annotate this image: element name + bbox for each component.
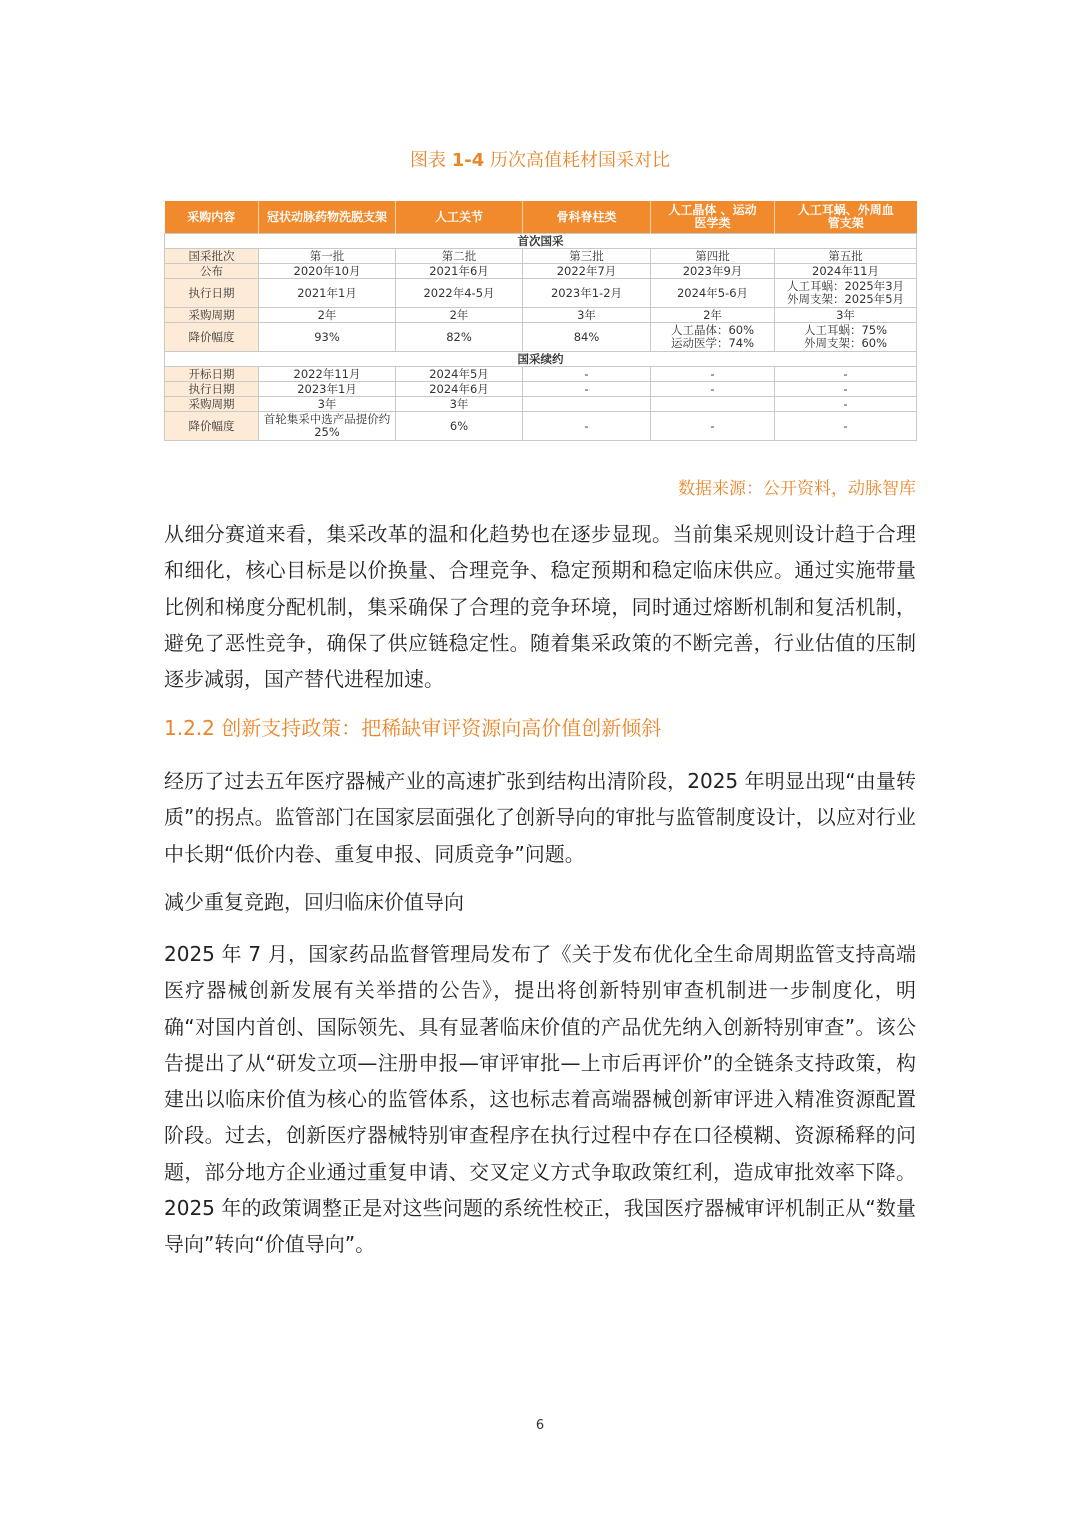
- section-row-renewal: [165, 352, 917, 367]
- table-cell: 82%: [396, 323, 523, 352]
- header-cell: 冠状动脉药物洗脱支架: [259, 201, 396, 234]
- table-cell: 首轮集采中选产品提价约25%: [259, 412, 396, 441]
- table-cell: 2年: [396, 308, 523, 323]
- header-cell: [775, 201, 917, 234]
- table-header-row: [165, 201, 917, 234]
- table-cell: 2023年9月: [651, 264, 775, 279]
- table-cell: 2022年7月: [523, 264, 651, 279]
- table-cell: -: [775, 397, 917, 412]
- table-row: [165, 367, 917, 382]
- table-cell: 人工耳蜗：2025年3月 外周支架：2025年5月: [775, 279, 917, 308]
- row-label-cell: 公布: [165, 264, 259, 279]
- table-cell: -: [775, 412, 917, 441]
- table-cell: -: [651, 382, 775, 397]
- section-row-first: [165, 234, 917, 249]
- table-cell: 3年: [259, 397, 396, 412]
- table-cell: 3年: [396, 397, 523, 412]
- table-cell: 2年: [259, 308, 396, 323]
- table-cell: -: [651, 367, 775, 382]
- row-label-cell: 国采批次: [165, 249, 259, 264]
- section-label: 首次国采: [165, 234, 917, 249]
- figure-caption: 图表 1-4 历次高值耗材国采对比: [410, 150, 670, 171]
- table-cell: 2021年1月: [259, 279, 396, 308]
- table-cell: 2022年4-5月: [396, 279, 523, 308]
- table-row: [165, 264, 917, 279]
- row-label-cell: 采购周期: [165, 397, 259, 412]
- table-cell: 84%: [523, 323, 651, 352]
- table-cell: 2年: [651, 308, 775, 323]
- table-row: [165, 249, 917, 264]
- table-cell: -: [775, 367, 917, 382]
- paragraph-1: 从细分赛道来看，集采改革的温和化趋势也在逐步显现。当前集采规则设计趋于合理和细化，核心目标是以价换量、合理竞争、稳定预期和稳定临床供应。通过实施带量比例和梯度分配机制，集采确保了合理的竞争环境，同时通过熔断机制和复活机制，避免了恶性竞争，确保了供应链稳定性。随着集采政策的不断完善，行业估值的压制逐步减弱，国产替代进程加速。: [164, 522, 916, 692]
- row-label-cell: 降价幅度: [165, 323, 259, 352]
- table-cell: 2020年10月: [259, 264, 396, 279]
- row-label-cell: 降价幅度: [165, 412, 259, 441]
- header-cell-text: 人工耳蜗、外周血管支架: [797, 203, 894, 230]
- table-row: [165, 382, 917, 397]
- data-source: 数据来源：公开资料，动脉智库: [678, 479, 916, 499]
- table-cell: -: [523, 382, 651, 397]
- header-cell: 骨科脊柱类: [523, 201, 651, 234]
- row-label-cell: 执行日期: [165, 279, 259, 308]
- header-cell: 人工关节: [396, 201, 523, 234]
- paragraph-4: 2025 年 7 月，国家药品监督管理局发布了《关于发布优化全生命周期监管支持高端医疗器械创新发展有关举措的公告》，提出将创新特别审查机制进一步制度化，明确“对国内首创、国际领先、具有显著临床价值的产品优先纳入创新特别审查”。该公告提出了从“研发立项—注册申报—审评审批—上市后再评价”的全链条支持政策，构建出以临床价值为核心的监管体系，这也标志着高端器械创新审评进入精准资源配置阶段。过去，创新医疗器械特别审查程序在执行过程中存在口径模糊、资源稀释的问题，部分地方企业通过重复申请、交叉定义方式争取政策红利，造成审批效率下降。2025 年的政策调整正是对这些问题的系统性校正，我国医疗器械审评机制正从“数量导向”转向“价值导向”。: [164, 942, 916, 1257]
- row-label-cell: 开标日期: [165, 367, 259, 382]
- section-heading: 1.2.2 创新支持政策：把稀缺审评资源向高价值创新倾斜: [164, 716, 662, 740]
- table-cell: -: [651, 412, 775, 441]
- table-row: [165, 323, 917, 352]
- table-cell: 3年: [775, 308, 917, 323]
- table-cell: 6%: [396, 412, 523, 441]
- table-cell: 2021年6月: [396, 264, 523, 279]
- table-cell: 2023年1月: [259, 382, 396, 397]
- table-cell: 第四批: [651, 249, 775, 264]
- table-cell: 2024年11月: [775, 264, 917, 279]
- table-cell: -: [775, 382, 917, 397]
- table-cell: 人工耳蜗：75% 外周支架：60%: [775, 323, 917, 352]
- comparison-table: [164, 201, 916, 441]
- table-cell: 人工晶体：60% 运动医学：74%: [651, 323, 775, 352]
- paragraph-3: 减少重复竞跑，回归临床价值导向: [164, 890, 464, 914]
- table-row: [165, 279, 917, 308]
- table-cell: -: [523, 412, 651, 441]
- page-number: 6: [535, 1418, 545, 1433]
- table-cell: 93%: [259, 323, 396, 352]
- table-cell: 第一批: [259, 249, 396, 264]
- table-cell: 2024年6月: [396, 382, 523, 397]
- section-label: 国采续约: [165, 352, 917, 367]
- row-label-cell: 采购周期: [165, 308, 259, 323]
- table-cell: -: [523, 367, 651, 382]
- table-cell: 第五批: [775, 249, 917, 264]
- header-cell: 采购内容: [165, 201, 259, 234]
- table-row: [165, 412, 917, 441]
- header-cell-text: 人工晶体 、运动医学类: [668, 203, 757, 230]
- table-cell: 2024年5-6月: [651, 279, 775, 308]
- row-label-cell: 执行日期: [165, 382, 259, 397]
- table-cell: 第三批: [523, 249, 651, 264]
- table-cell: 2022年11月: [259, 367, 396, 382]
- table-cell: 第二批: [396, 249, 523, 264]
- table-cell: 2024年5月: [396, 367, 523, 382]
- table-cell: [651, 397, 775, 412]
- table-cell: [523, 397, 651, 412]
- table-row: [165, 397, 917, 412]
- paragraph-2: 经历了过去五年医疗器械产业的高速扩张到结构出清阶段，2025 年明显出现“由量转质”的拐点。监管部门在国家层面强化了创新导向的审批与监管制度设计，以应对行业中长期“低价内卷、重复申报、同质竞争”问题。: [164, 769, 916, 866]
- table-cell: 3年: [523, 308, 651, 323]
- header-cell: [651, 201, 775, 234]
- table-cell: 2023年1-2月: [523, 279, 651, 308]
- table-row: [165, 308, 917, 323]
